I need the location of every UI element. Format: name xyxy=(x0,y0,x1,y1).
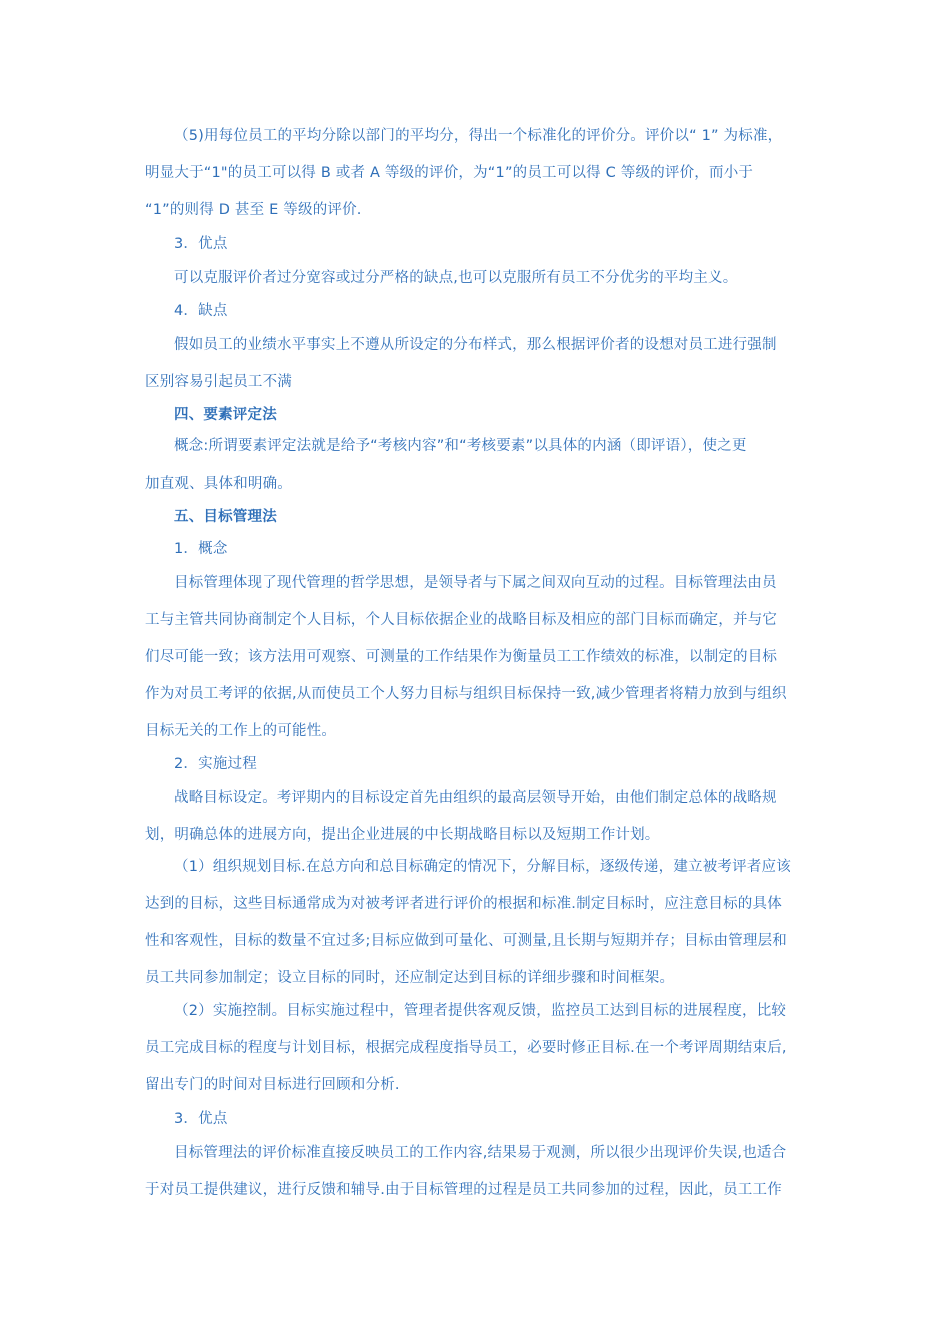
paragraph-line: 概念:所谓要素评定法就是给予“考核内容”和“考核要素”以具体的内涵（即评语），使之更 xyxy=(174,438,747,454)
section-subheading: 3．优点 xyxy=(174,1111,228,1127)
paragraph-line: 明显大于“1"的员工可以得 B 或者 A 等级的评价，为“1”的员工可以得 C 等级的评价，而小于 xyxy=(145,165,754,181)
paragraph-line: 可以克服评价者过分宽容或过分严格的缺点,也可以克服所有员工不分优劣的平均主义。 xyxy=(174,270,738,286)
paragraph-line: 工与主管共同协商制定个人目标，个人目标依据企业的战略目标及相应的部门目标而确定，并与它 xyxy=(145,612,778,628)
section-subheading: 3．优点 xyxy=(174,236,228,252)
paragraph-line: （5)用每位员工的平均分除以部门的平均分，得出一个标准化的评价分。评价以“ 1” 为标准， xyxy=(174,128,783,144)
paragraph-line: 作为对员工考评的依据,从而使员工个人努力目标与组织目标保持一致,减少管理者将精力放到与组织 xyxy=(145,686,787,702)
paragraph-line: 加直观、具体和明确。 xyxy=(145,476,292,492)
paragraph-line: 达到的目标，这些目标通常成为对被考评者进行评价的根据和标准.制定目标时，应注意目标的具体 xyxy=(145,896,782,912)
paragraph-line: 区别容易引起员工不满 xyxy=(145,374,292,390)
paragraph-line: 员工完成目标的程度与计划目标，根据完成程度指导员工，必要时修正目标.在一个考评周期结束后, xyxy=(145,1040,787,1056)
paragraph-line: “1”的则得 D 甚至 E 等级的评价. xyxy=(145,202,362,218)
paragraph-line: 假如员工的业绩水平事实上不遵从所设定的分布样式，那么根据评价者的设想对员工进行强制 xyxy=(174,337,777,353)
paragraph-line: 目标无关的工作上的可能性。 xyxy=(145,723,337,739)
section-subheading: 1．概念 xyxy=(174,541,228,557)
section-heading: 五、目标管理法 xyxy=(174,509,277,525)
section-heading: 四、要素评定法 xyxy=(174,407,277,423)
paragraph-line: 性和客观性，目标的数量不宜过多;目标应做到可量化、可测量,且长期与短期并存；目标由管理层和 xyxy=(145,933,787,949)
paragraph-line: 划，明确总体的进展方向，提出企业进展的中长期战略目标以及短期工作计划。 xyxy=(145,827,660,843)
paragraph-line: 们尽可能一致；该方法用可观察、可测量的工作结果作为衡量员工工作绩效的标准，以制定的目标 xyxy=(145,649,778,665)
paragraph-line: 留出专门的时间对目标进行回顾和分析. xyxy=(145,1077,400,1093)
paragraph-line: 员工共同参加制定；设立目标的同时，还应制定达到目标的详细步骤和时间框架。 xyxy=(145,970,675,986)
section-subheading: 4．缺点 xyxy=(174,303,228,319)
paragraph-line: （2）实施控制。目标实施过程中，管理者提供客观反馈，监控员工达到目标的进展程度，比较 xyxy=(174,1003,787,1019)
paragraph-line: 目标管理法的评价标准直接反映员工的工作内容,结果易于观测，所以很少出现评价失误,也适合 xyxy=(174,1145,787,1161)
paragraph-line: 于对员工提供建议，进行反馈和辅导.由于目标管理的过程是员工共同参加的过程，因此，员工工作 xyxy=(145,1182,782,1198)
paragraph-line: （1）组织规划目标.在总方向和总目标确定的情况下，分解目标，逐级传递，建立被考评者应该 xyxy=(174,859,791,875)
paragraph-line: 战略目标设定。考评期内的目标设定首先由组织的最高层领导开始，由他们制定总体的战略规 xyxy=(174,790,777,806)
section-subheading: 2．实施过程 xyxy=(174,756,257,772)
paragraph-line: 目标管理体现了现代管理的哲学思想，是领导者与下属之间双向互动的过程。目标管理法由员 xyxy=(174,575,777,591)
